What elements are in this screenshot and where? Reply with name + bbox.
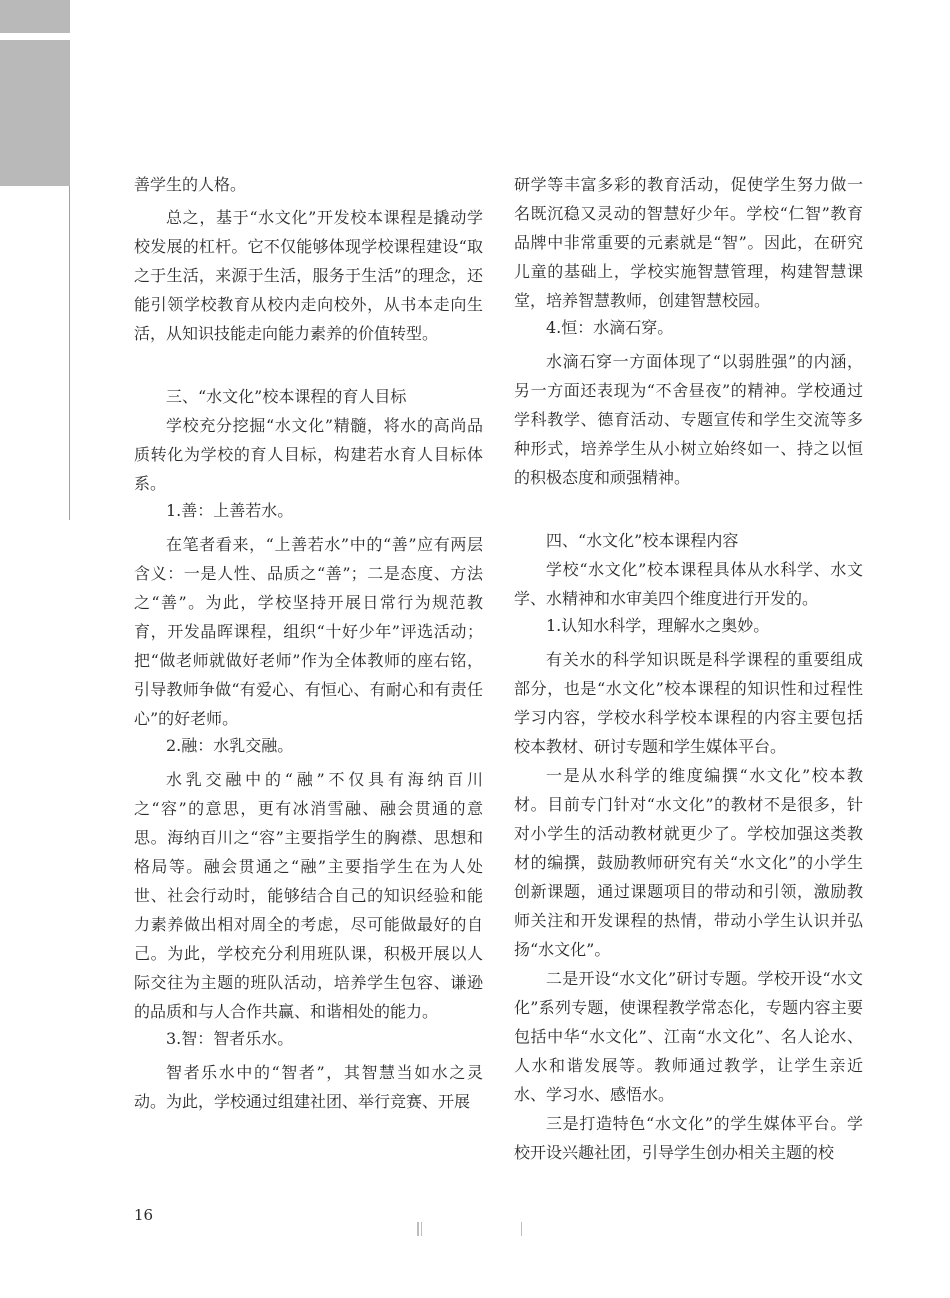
paragraph: 一是从水科学的维度编撰“水文化”校本教材。目前专门针对“水文化”的教材不是很多，针对小学生的活动教材就更少了。学校加强这类教材的编撰，鼓励教师研究有关“水文化”的小学生创新课题，通过课题项目的带动和引领，激励教师关注和开发课程的热情，带动小学生认识并弘扬“水文化”。 [514, 766, 863, 959]
subheading: 3.智：智者乐水。 [166, 1029, 294, 1048]
left-column [134, 170, 483, 1116]
subheading: 4.恒：水滴石穿。 [546, 318, 674, 337]
footer-mark [521, 1222, 522, 1236]
section-heading: 三、“水文化”校本课程的育人目标 [166, 387, 407, 406]
paragraph: 智者乐水中的“智者”，其智慧当如水之灵动。为此，学校通过组建社团、举行竞赛、开展 [134, 1063, 483, 1111]
paragraph: 水滴石穿一方面体现了“以弱胜强”的内涵，另一方面还表现为“不舍昼夜”的精神。学校通过学科教学、德育活动、专题宣传和学生交流等多种形式，培养学生从小树立始终如一、持之以恒的积极态度和顽强精神。 [514, 352, 863, 487]
paragraph: 研学等丰富多彩的教育活动，促使学生努力做一名既沉稳又灵动的智慧好少年。学校“仁智”教育品牌中非常重要的元素就是“智”。因此，在研究儿童的基础上，学校实施智慧管理，构建智慧课堂，培养智慧教师，创建智慧校园。 [514, 175, 863, 310]
subheading: 1.认知水科学，理解水之奥妙。 [546, 616, 770, 635]
paragraph: 学校“水文化”校本课程具体从水科学、水文学、水精神和水审美四个维度进行开发的。 [514, 560, 863, 608]
paragraph: 水乳交融中的“融”不仅具有海纳百川之“容”的意思，更有冰消雪融、融会贯通的意思。海纳百川之“容”主要指学生的胸襟、思想和格局等。融会贯通之“融”主要指学生在为人处世、社会行动时，能够结合自己的知识经验和能力素养做出相对周全的考虑，尽可能做最好的自己。为此，学校充分利用班队课，积极开展以人际交往为主题的班队活动，培养学生包容、谦逊的品质和与人合作共赢、和谐相处的能力。 [134, 770, 483, 1021]
right-column [514, 170, 863, 1167]
paragraph: 总之，基于“水文化”开发校本课程是撬动学校发展的杠杆。它不仅能够体现学校课程建设“取之于生活，来源于生活，服务于生活”的理念，还能引领学校教育从校内走向校外，从书本走向生活，从知识技能走向能力素养的价值转型。 [134, 208, 483, 343]
paragraph: 三是打造特色“水文化”的学生媒体平台。学校开设兴趣社团，引导学生创办相关主题的校 [514, 1114, 863, 1162]
footer-mark [421, 1222, 422, 1236]
paragraph: 善学生的人格。 [134, 175, 247, 194]
paragraph: 在笔者看来，“上善若水”中的“善”应有两层含义：一是人性、品质之“善”；二是态度、方法之“善”。为此，学校坚持开展日常行为规范教育，开发晶晖课程，组织“十好少年”评选活动；把“做老师就做好老师”作为全体教师的座右铭，引导教师争做“有爱心、有恒心、有耐心和有责任心”的好老师。 [134, 535, 483, 728]
section-heading: 四、“水文化”校本课程内容 [546, 531, 739, 550]
paragraph: 学校充分挖掘“水文化”精髓，将水的高尚品质转化为学校的育人目标，构建若水育人目标体系。 [134, 416, 483, 493]
page-number: 16 [134, 1206, 154, 1224]
subheading: 1.善：上善若水。 [166, 501, 294, 520]
margin-rule [69, 186, 70, 520]
page-edge-tab [0, 40, 70, 186]
paragraph: 二是开设“水文化”研讨专题。学校开设“水文化”系列专题，使课程教学常态化，专题内容主要包括中华“水文化”、江南“水文化”、名人论水、人水和谐发展等。教师通过教学，让学生亲近水、学习水、感悟水。 [514, 969, 863, 1104]
paragraph: 有关水的科学知识既是科学课程的重要组成部分，也是“水文化”校本课程的知识性和过程性学习内容，学校水科学校本课程的内容主要包括校本教材、研讨专题和学生媒体平台。 [514, 650, 863, 756]
subheading: 2.融：水乳交融。 [166, 736, 294, 755]
footer-mark [417, 1222, 419, 1236]
page-edge-tab-top [0, 0, 70, 33]
